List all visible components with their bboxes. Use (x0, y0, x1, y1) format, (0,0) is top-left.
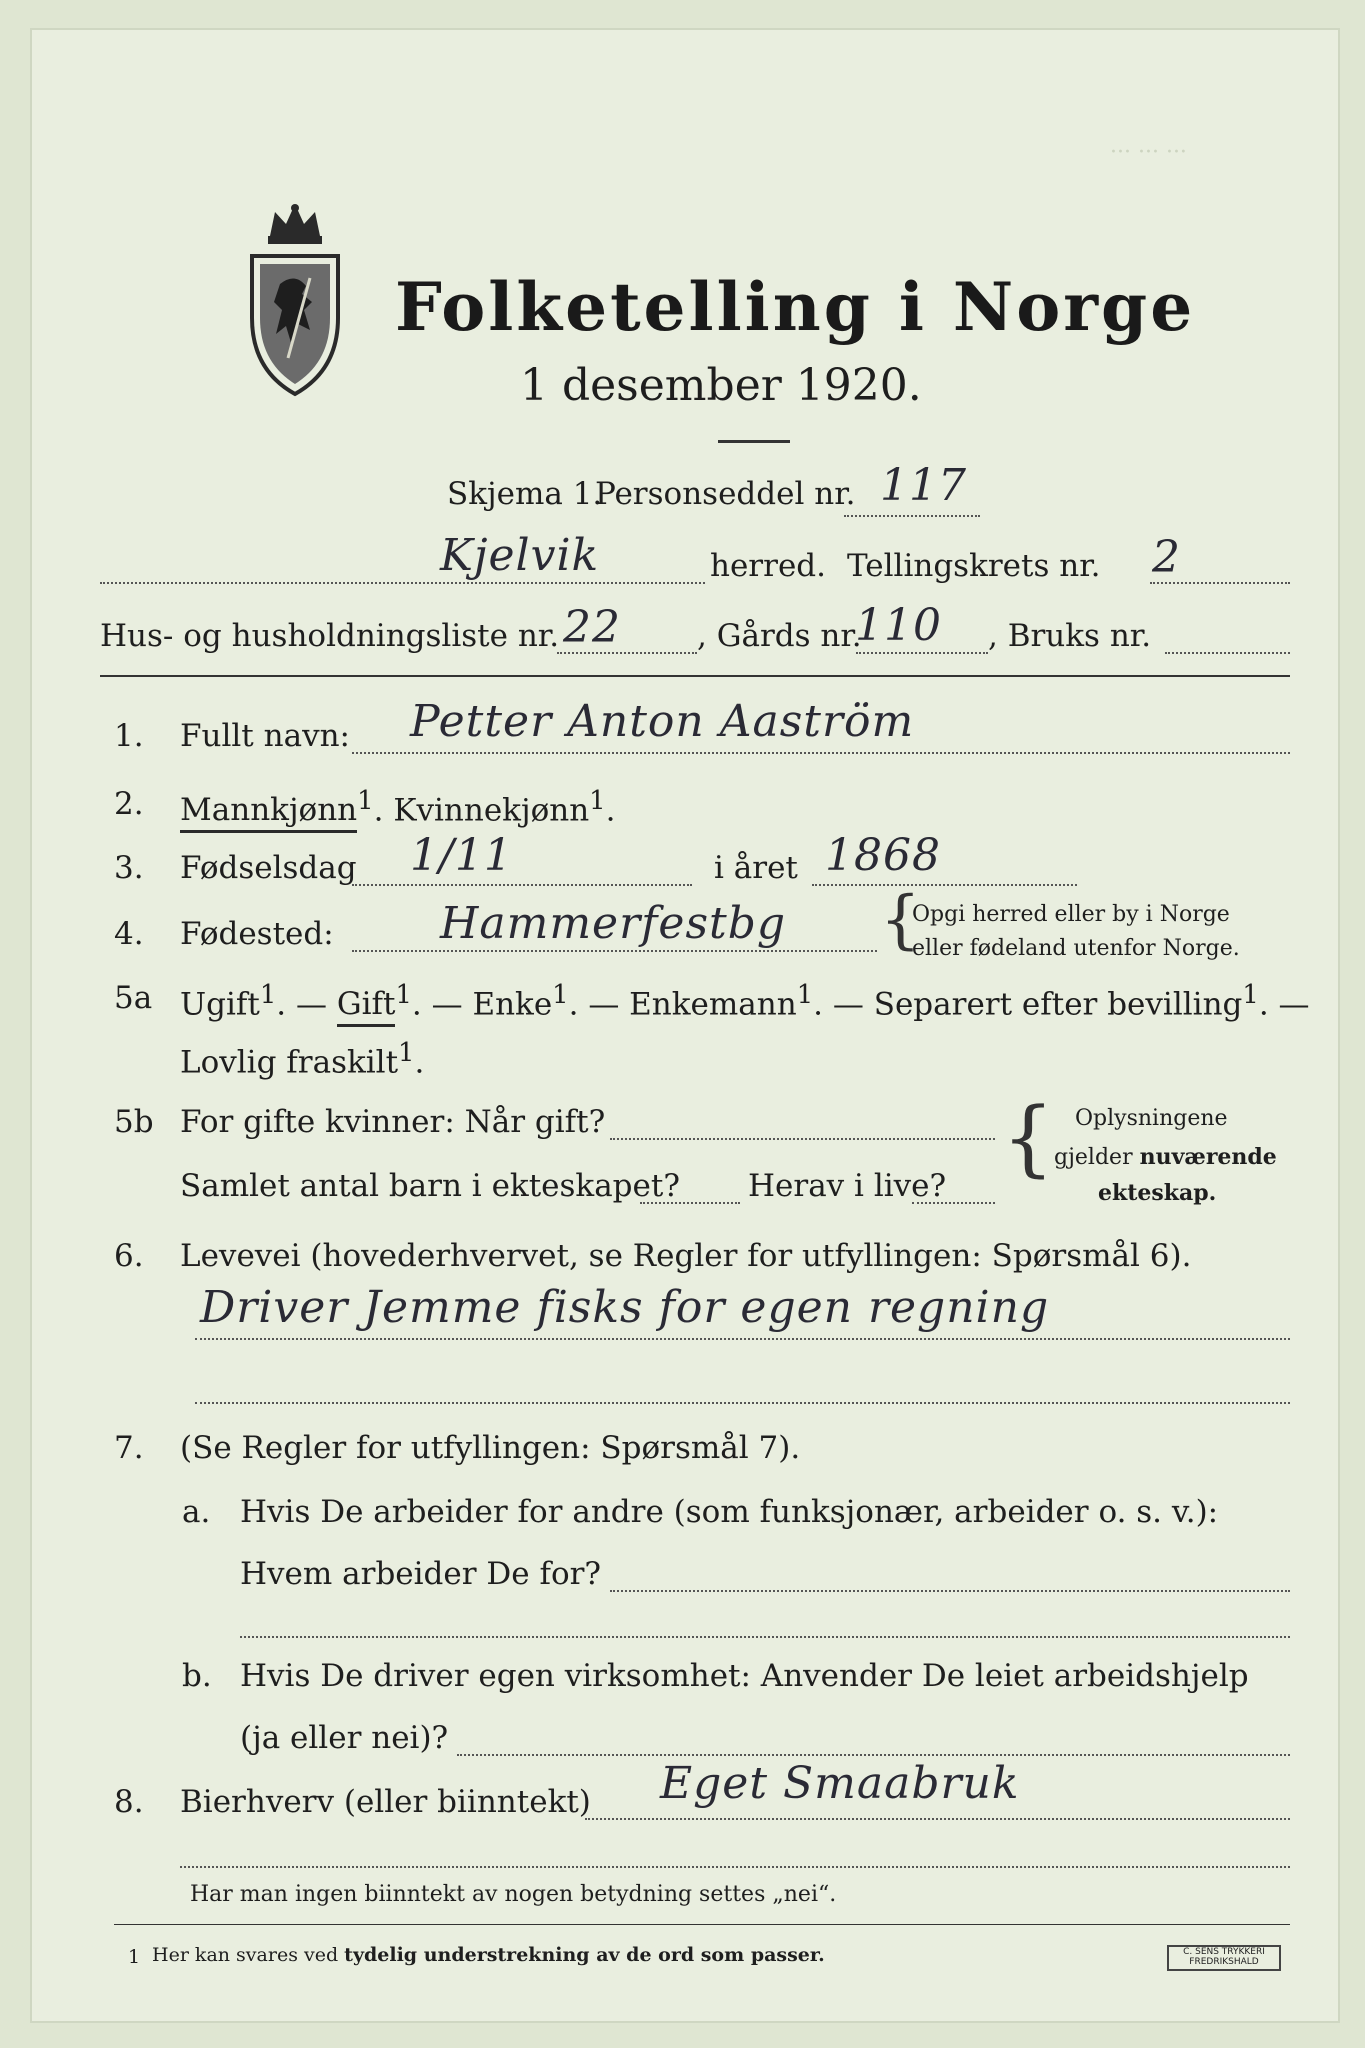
q5a-sup-1: 1 (259, 980, 277, 1010)
q7a-who-line (610, 1590, 1290, 1592)
husliste-label: Hus- og husholdningsliste nr. (100, 618, 560, 654)
q3-line (352, 884, 692, 886)
footnote-a: Her kan svares ved (152, 1944, 339, 1966)
tellingskrets-value: 2 (1152, 532, 1181, 583)
q7a-line-2 (240, 1636, 1290, 1638)
q2-number: 2. (114, 786, 144, 822)
bruks-label: , Bruks nr. (988, 618, 1152, 654)
q2-options: Mannkjønn$^1$. Kvinnekjønn$^1$. (180, 786, 615, 828)
q8-value: Eget Smaabruk (660, 1758, 1020, 1809)
q8-line-2 (180, 1866, 1290, 1868)
q4-brace: { (880, 883, 921, 957)
q5b-children-line (640, 1202, 740, 1204)
q5a-sup-5: 1 (1242, 980, 1259, 1010)
q2-male-sup: 1 (357, 786, 374, 816)
q6-value: Driver Jemme fisks for egen regning (200, 1282, 1050, 1333)
nei-note: Har man ingen biinntekt av nogen betydning settes „nei“. (190, 1882, 837, 1907)
tellingskrets-label: Tellingskrets nr. (847, 548, 1101, 584)
norway-coat-of-arms-icon (240, 198, 350, 398)
q5b-number: 5b (114, 1104, 154, 1140)
q4-label: Fødested: (180, 916, 334, 952)
q2-female: Kvinnekjønn (393, 792, 590, 829)
q1-line (352, 752, 1290, 754)
q7a-letter: a. (182, 1494, 211, 1530)
q5a-sup-6: 1 (398, 1038, 415, 1068)
personseddel-label: Personseddel nr. (595, 476, 856, 512)
personseddel-line (844, 515, 980, 517)
q4-line (352, 950, 877, 952)
q6-line-1 (195, 1338, 1290, 1340)
form-title: Folketelling i Norge (395, 268, 1196, 346)
q5b-note-line2 (1054, 1144, 1277, 1170)
husliste-value: 22 (563, 602, 621, 653)
q7b-label: Hvis De driver egen virksomhet: Anvender De leiet arbeidshjelp (240, 1658, 1249, 1694)
q3-year-label: i året (714, 850, 798, 886)
q4-note-line1: Opgi herred eller by i Norge (912, 902, 1230, 927)
skjema-label: Skjema 1. (447, 476, 603, 512)
gards-label: , Gårds nr. (697, 618, 862, 654)
q5b-note-line3: ekteskap. (1098, 1180, 1217, 1206)
q4-number: 4. (114, 916, 144, 952)
gards-line (856, 652, 988, 654)
q5b-alive-label: Herav i live? (748, 1168, 947, 1204)
q5a-separert: Separert efter bevilling (873, 986, 1243, 1023)
personseddel-value: 117 (880, 460, 967, 511)
herred-line (100, 582, 705, 584)
q1-number: 1. (114, 718, 144, 754)
footnote-rule (114, 1924, 1290, 1925)
q7b-yesno-line (457, 1754, 1290, 1756)
q8-line (585, 1818, 1290, 1820)
q5a-enkemann: Enkemann (629, 986, 797, 1023)
footnote-text (152, 1944, 825, 1966)
q5b-note-line1: Oplysningene (1075, 1106, 1228, 1131)
q3-number: 3. (114, 850, 144, 886)
q5a-fraskilt: Lovlig fraskilt (180, 1044, 399, 1081)
q7-label: (Se Regler for utfyllingen: Spørsmål 7). (180, 1430, 801, 1466)
q2-male: Mannkjønn (180, 792, 357, 833)
q5a-sup-3: 1 (552, 980, 569, 1010)
q5a-number: 5a (114, 980, 153, 1016)
q5b-note-line2b: nuværende (1139, 1144, 1277, 1170)
q3-value: 1/11 (410, 830, 513, 881)
gards-value: 110 (855, 600, 942, 651)
q6-line-2 (195, 1402, 1290, 1404)
q1-label: Fullt navn: (180, 718, 350, 754)
q3-year-line (812, 884, 1077, 886)
q6-label: Levevei (hovederhvervet, se Regler for utfyllingen: Spørsmål 6). (180, 1238, 1192, 1274)
q3-year-value: 1868 (825, 830, 941, 881)
herred-label: herred. (710, 548, 826, 584)
q5a-fraskilt-line: Lovlig fraskilt$^1$. (180, 1038, 425, 1081)
q3-label: Fødselsdag (180, 850, 357, 886)
q5a-gift: Gift (337, 986, 396, 1027)
q5a-sup-4: 1 (796, 980, 814, 1010)
q5b-married-line (610, 1138, 995, 1140)
q7a-label: Hvis De arbeider for andre (som funksjonær, arbeider o. s. v.): (240, 1494, 1219, 1530)
q5b-label: For gifte kvinner: Når gift? (180, 1104, 606, 1140)
bleed-through: ··· ··· ··· (1110, 140, 1187, 165)
q2-female-sup: 1 (589, 786, 606, 816)
q5b-alive-line (912, 1202, 995, 1204)
q4-value: Hammerfestbg (440, 898, 787, 949)
q5a-ugift: Ugift (180, 986, 260, 1023)
q8-number: 8. (114, 1784, 144, 1820)
q5a-sup-2: 1 (395, 980, 412, 1010)
census-date: 1 desember 1920. (520, 360, 922, 411)
q1-value: Petter Anton Aaström (410, 696, 915, 747)
q4-note-line2: eller fødeland utenfor Norge. (912, 936, 1240, 961)
q5b-children-label: Samlet antal barn i ekteskapet? (180, 1168, 680, 1204)
bruks-line (1165, 652, 1290, 654)
footnote-number: 1 (128, 1946, 141, 1968)
q5b-note-line2a: gjelder (1054, 1145, 1133, 1170)
q7b-yesno-label: (ja eller nei)? (240, 1720, 449, 1756)
printer-stamp: C. SENS TRYKKERI FREDRIKSHALD (1167, 1945, 1281, 1971)
header-rule (100, 675, 1290, 677)
q6-number: 6. (114, 1238, 144, 1274)
q8-label: Bierhverv (eller biinntekt) (180, 1784, 591, 1820)
footnote-b: tydelig understrekning av de ord som passer. (344, 1944, 825, 1966)
q5a-enke: Enke (472, 986, 553, 1023)
q7a-who-label: Hvem arbeider De for? (240, 1556, 602, 1592)
q7b-letter: b. (182, 1658, 212, 1694)
title-divider (718, 440, 790, 443)
herred-value: Kjelvik (440, 530, 600, 581)
q5b-brace: { (1002, 1091, 1055, 1186)
q5a-options: Ugift$^1$. — Gift$^1$. — Enke$^1$. — Enkemann$^1$. — Separert efter bevilling$^1$. — (180, 980, 1310, 1022)
q7-number: 7. (114, 1430, 144, 1466)
